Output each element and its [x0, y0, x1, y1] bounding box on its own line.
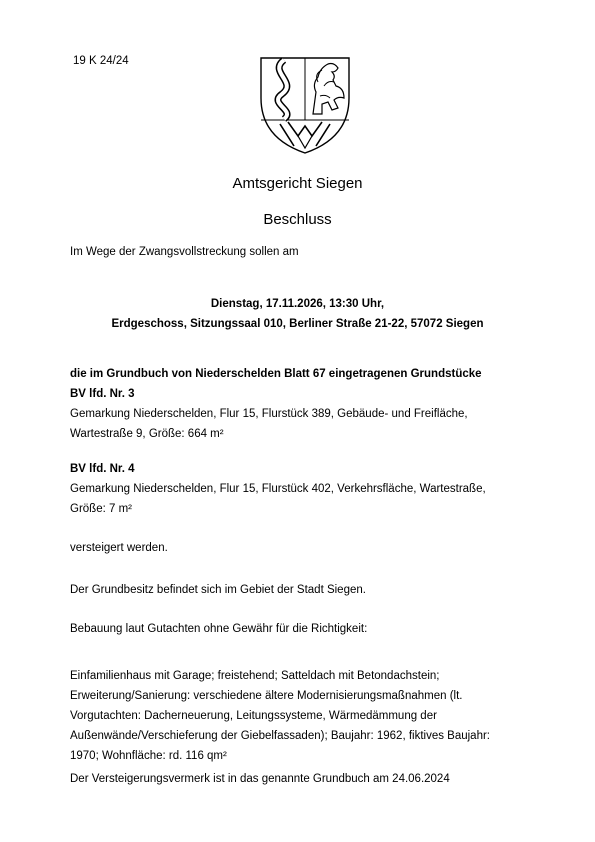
coat-of-arms-icon — [258, 52, 352, 156]
item-line: Größe: 7 m² — [70, 503, 132, 515]
building-line: Einfamilienhaus mit Garage; freistehend; Satteldach mit Betondachstein; — [70, 670, 440, 682]
building-line: Außenwände/Verschieferung der Giebelfassaden); Baujahr: 1962, fiktives Baujahr: — [70, 730, 491, 742]
building-line: 1970; Wohnfläche: rd. 116 qm² — [70, 750, 227, 762]
court-name: Amtsgericht Siegen — [232, 175, 363, 192]
location-note: Der Grundbesitz befindet sich im Gebiet der Stadt Siegen. — [70, 584, 366, 596]
property-heading: die im Grundbuch von Niederschelden Blatt 67 eingetragenen Grundstücke — [70, 368, 482, 380]
item-label: BV lfd. Nr. 4 — [70, 463, 135, 475]
building-line: Erweiterung/Sanierung: verschiedene ältere Modernisierungsmaßnahmen (lt. — [70, 690, 463, 702]
document-title: Beschluss — [263, 211, 332, 228]
appointment-location: Erdgeschoss, Sitzungssaal 010, Berliner Straße 21-22, 57072 Siegen — [111, 318, 484, 330]
case-number: 19 K 24/24 — [73, 55, 129, 67]
building-intro: Bebauung laut Gutachten ohne Gewähr für die Richtigkeit: — [70, 623, 368, 635]
item-line: Gemarkung Niederschelden, Flur 15, Flurstück 402, Verkehrsfläche, Wartestraße, — [70, 483, 486, 495]
item-label: BV lfd. Nr. 3 — [70, 388, 135, 400]
final-line: Der Versteigerungsvermerk ist in das genannte Grundbuch am 24.06.2024 — [70, 773, 450, 785]
appointment-datetime: Dienstag, 17.11.2026, 13:30 Uhr, — [210, 298, 385, 310]
auctioned-text: versteigert werden. — [70, 542, 168, 554]
item-line: Gemarkung Niederschelden, Flur 15, Flurstück 389, Gebäude- und Freifläche, — [70, 408, 468, 420]
building-line: Vorgutachten: Dacherneuerung, Leitungssysteme, Wärmedämmung der — [70, 710, 437, 722]
intro-text: Im Wege der Zwangsvollstreckung sollen am — [70, 246, 299, 258]
item-line: Wartestraße 9, Größe: 664 m² — [70, 428, 224, 440]
